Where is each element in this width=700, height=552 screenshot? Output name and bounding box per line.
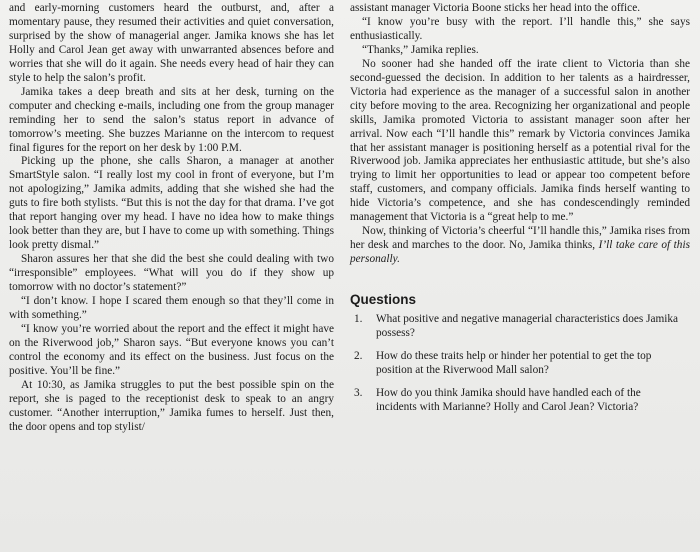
paragraph: At 10:30, as Jamika struggles to put the best possible spin on the report, she is paged to the receptionist desk to speak to an angry customer. “Another interruption,” Jamika fumes to herself. Just then, the door opens and top stylist/ (9, 378, 334, 433)
question-text: What positive and negative managerial characteristics does Jamika possess? (376, 313, 679, 340)
final-paragraph-text: Now, thinking of Victoria’s cheerful “I’ll handle this,” Jamika rises from her desk and marches to the door. No, Jamika thinks, (350, 225, 690, 252)
paragraph: “I don’t know. I hope I scared them enough so that they’ll come in with something.” (9, 295, 334, 321)
question-number: 2. (354, 349, 363, 362)
question-text: How do these traits help or hinder her potential to get the top position at the Riverwood Mall salon? (376, 349, 652, 376)
question-item (350, 387, 690, 415)
paragraph: “Thanks,” Jamika replies. (362, 43, 479, 56)
right-text-column (350, 2, 690, 424)
final-paragraph-italic: I’ll take care of this personally. (350, 239, 690, 266)
left-text-column (9, 2, 334, 435)
paragraph: and early-morning customers heard the outburst, and, after a momentary pause, they resumed their activities and quiet conversation, surprised by the show of managerial anger. Jamika knows she has let Holly and Carol Jean get away with unwarranted absences before and worries that she will do it again. She needs every head of hair they can style to help the salon’s profit. (9, 2, 334, 84)
paragraph: Jamika takes a deep breath and sits at her desk, turning on the computer and checking e-mails, including one from the group manager reminding her to send the salon’s status report in advance of tomorrow’s meeting. She buzzes Marianne on the intercom to request final figures for the report on her desk by 1:00 P.M. (9, 85, 334, 154)
final-paragraph (350, 225, 690, 267)
question-number: 1. (354, 313, 363, 326)
question-number: 3. (354, 386, 363, 399)
paragraph: Sharon assures her that she did the best she could dealing with two “irresponsible” employees. “What will you do if they show up tomorrow with no doctor’s statement?” (9, 253, 334, 294)
question-text: How do you think Jamika should have handled each of the incidents with Marianne? Holly and Carol Jean? Victoria? (376, 386, 641, 413)
paragraph: “I know you’re worried about the report and the effect it might have on the Riverwood job,” Sharon says. “But everyone knows you can’t control the economy and its effect on the business. Just focus on the positive. You’ll be fine.” (9, 322, 334, 377)
paragraph: “I know you’re busy with the report. I’ll handle this,” she says enthusiastically. (350, 15, 690, 42)
questions-heading: Questions (350, 292, 417, 308)
paragraph: assistant manager Victoria Boone sticks her head into the office. (350, 2, 641, 14)
question-item (350, 350, 690, 378)
question-item (350, 313, 690, 341)
questions-list (350, 313, 690, 415)
paragraph: No sooner had she handed off the irate client to Victoria than she second-guessed the decision. In addition to her talents as a hairdresser, Victoria had experience as the manager of a successful salon in another city before moving to the area. Recognizing her organizational and people skills, Jamika promoted Victoria to assistant manager soon after her arrival. Now each “I’ll handle this” remark by Victoria convinces Jamika that her assistant manager is positioning herself as a potential rival for the Riverwood job. Jamika appreciates her enthusiastic attitude, but she’s also trying to limit her opportunities to lead or appear too competent before staff, customers, and company officials. Jamika finds herself wanting to hide Victoria’s competence, and she has condescendingly reminded management that Victoria is a “great help to me.” (350, 57, 690, 224)
paragraph: Picking up the phone, she calls Sharon, a manager at another SmartStyle salon. “I really lost my cool in front of everyone, but I’m not apologizing,” Jamika admits, adding that she wished she had the guts to fire both stylists. “But this is not the day for that drama. I’ve got that report hanging over my head. I have no idea how to make things look better than they are, but I have to come up with something. Things look pretty dismal.” (9, 155, 334, 252)
